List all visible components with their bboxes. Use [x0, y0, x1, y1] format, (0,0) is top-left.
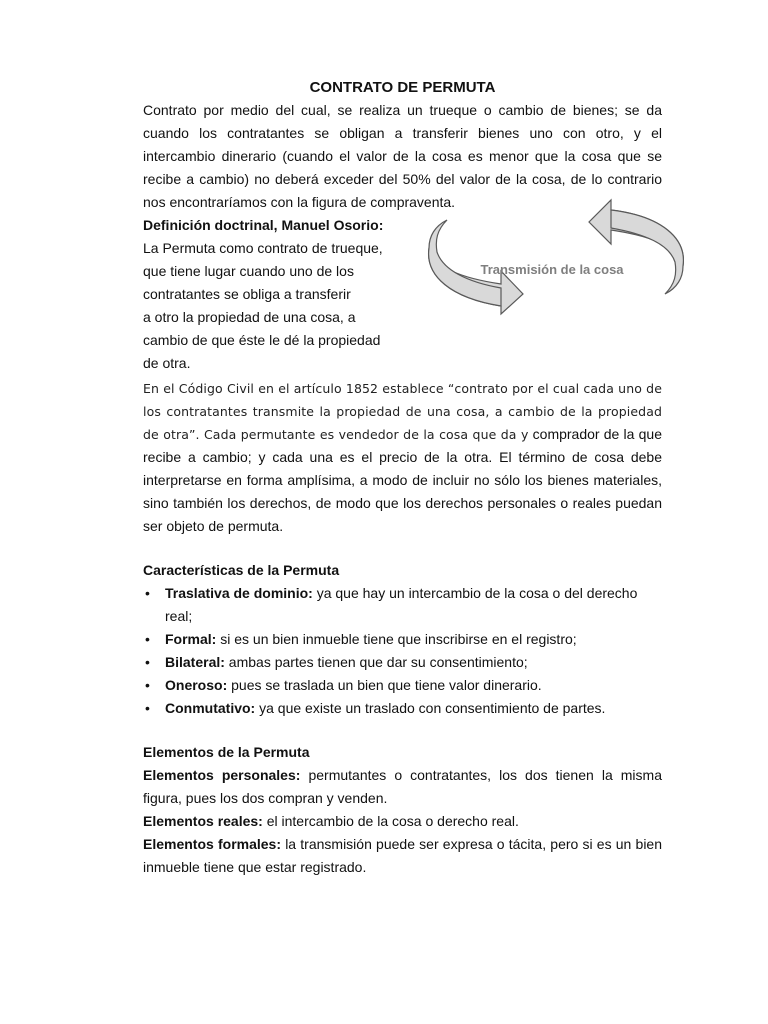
- list-item-text: ambas partes tienen que dar su consentimiento;: [224, 654, 528, 670]
- definition-section: [143, 214, 662, 371]
- list-item-term: Traslativa de dominio:: [165, 585, 313, 601]
- list-item-term: Conmutativo:: [165, 700, 256, 716]
- bullet-icon: •: [145, 654, 150, 670]
- elemento-item: [143, 833, 662, 879]
- bullet-icon: •: [145, 700, 150, 716]
- caracteristicas-list: [143, 582, 662, 720]
- list-item-text: si es un bien inmueble tiene que inscribirse en el registro;: [216, 631, 577, 647]
- list-item: [143, 582, 662, 628]
- definition-line: cambio de que éste le dé la propiedad: [143, 332, 381, 348]
- definition-line: contratantes se obliga a transferir: [143, 286, 351, 302]
- definition-line: La Permuta como contrato de trueque,: [143, 240, 383, 256]
- elemento-text: la transmisión puede ser expresa o tácita, pero si es un bien inmueble tiene que estar registrado.: [143, 836, 662, 875]
- bullet-icon: •: [145, 585, 150, 601]
- codigo-civil-paragraph: [143, 377, 662, 538]
- elemento-term: Elementos reales:: [143, 813, 263, 829]
- list-item: [143, 651, 662, 674]
- list-item-term: Bilateral:: [165, 654, 225, 670]
- codigo-quote-text: En el Código Civil en el artículo 1852 establece “contrato por el cual cada uno de los contratantes transmite la propiedad de una cosa, a cambio de la propiedad de otra”. Cada permutante es vendedor de la cosa que da y: [143, 381, 662, 442]
- definition-text: [143, 214, 405, 375]
- document-page: [143, 77, 662, 879]
- bullet-icon: •: [145, 631, 150, 647]
- definition-line: de otra.: [143, 355, 191, 371]
- codigo-rest-text: comprador de la que recibe a cambio; y cada una es el precio de la otra. El término de cosa debe interpretarse en forma amplísima, a modo de incluir no sólo los bienes materiales, sino también los derechos, de modo que los derechos personales o reales puedan ser objeto de permuta.: [143, 426, 662, 534]
- list-item-term: Oneroso:: [165, 677, 228, 693]
- list-item-term: Formal:: [165, 631, 217, 647]
- elemento-term: Elementos formales:: [143, 836, 282, 852]
- intro-paragraph: Contrato por medio del cual, se realiza un trueque o cambio de bienes; se da cuando los contratantes se obligan a transferir bienes uno con otro, y el intercambio dinerario (cuando el valor de la cosa es menor que la cosa que se recibe a cambio) no deberá exceder del 50% del valor de la cosa, de lo contrario nos encontraríamos con la figura de compraventa.: [143, 102, 662, 210]
- list-item-text: pues se traslada un bien que tiene valor dinerario.: [227, 677, 542, 693]
- elementos-heading: Elementos de la Permuta: [143, 744, 310, 760]
- diagram-label: Transmisión de la cosa: [480, 262, 624, 277]
- caracteristicas-heading: Características de la Permuta: [143, 562, 340, 578]
- list-item-text: ya que hay un intercambio de la cosa o del derecho real;: [165, 585, 638, 624]
- elemento-text: permutantes o contratantes, los dos tienen la misma figura, pues los dos compran y venden.: [143, 767, 662, 806]
- elemento-item: [143, 810, 662, 833]
- list-item: [143, 674, 662, 697]
- definition-line: a otro la propiedad de una cosa, a: [143, 309, 356, 325]
- elemento-text: el intercambio de la cosa o derecho real.: [262, 813, 519, 829]
- list-item-text: ya que existe un traslado con consentimiento de partes.: [255, 700, 606, 716]
- elementos-section: [143, 764, 662, 879]
- definition-line: que tiene lugar cuando uno de los: [143, 263, 354, 279]
- elemento-item: [143, 764, 662, 810]
- bullet-icon: •: [145, 677, 150, 693]
- definition-heading: Definición doctrinal, Manuel Osorio:: [143, 217, 384, 233]
- circular-arrows-diagram: [421, 196, 691, 356]
- elemento-term: Elementos personales:: [143, 767, 301, 783]
- document-title: CONTRATO DE PERMUTA: [309, 79, 496, 96]
- list-item: [143, 697, 662, 720]
- list-item: [143, 628, 662, 651]
- upper-band: [611, 210, 683, 294]
